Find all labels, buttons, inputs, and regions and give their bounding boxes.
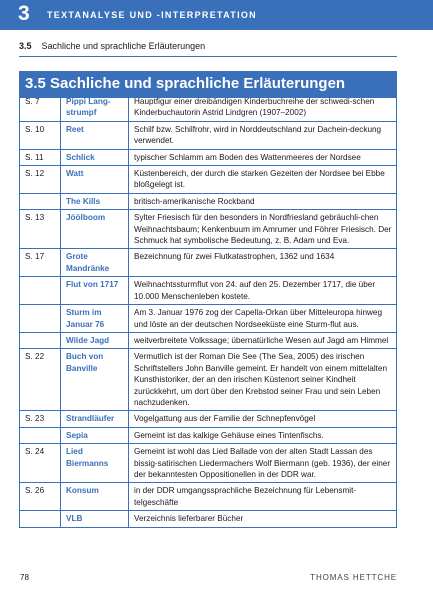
table-row [20,121,397,149]
page-cell: S. 7 [20,94,61,122]
page-cell: S. 24 [20,444,61,483]
term-cell: Flut von 1717 [61,277,129,305]
table-row [20,305,397,333]
table-row [20,249,397,277]
table-row [20,427,397,443]
table-row [20,483,397,511]
term-cell: Strandläufer [61,411,129,427]
chapter-header-bar [0,0,433,30]
table-row [20,149,397,165]
table-row [20,332,397,348]
term-cell: Buch von Banville [61,349,129,411]
term-cell: The Kills [61,193,129,209]
page-cell [20,277,61,305]
term-cell: Grote Mandränke [61,249,129,277]
section-number: 3.5 [19,41,32,51]
description-cell: typischer Schlamm am Boden des Wattenmeeres der Nordsee [129,149,397,165]
page-cell: S. 10 [20,121,61,149]
table-row [20,411,397,427]
description-cell: Küstenbereich, der durch die starken Gezeiten der Nordsee bei Ebbe bloßgelegt ist. [129,166,397,194]
section-title: Sachliche und sprachliche Erläuterungen [41,41,206,51]
table-row [20,210,397,249]
term-cell: Konsum [61,483,129,511]
description-cell: Hauptfigur einer dreibändigen Kinderbuchreihe der schwedi-schen Kinderbuchautorin Astrid Lindgren (1907–2002) [129,94,397,122]
description-cell: Weihnachtssturmflut von 24. auf den 25. Dezember 1717, die über 10.000 Menschenleben kostete. [129,277,397,305]
chapter-section-title: TEXTANALYSE UND -INTERPRETATION [47,10,257,20]
page-cell [20,511,61,527]
glossary-table [19,93,397,528]
term-cell: Sturm im Januar 76 [61,305,129,333]
description-cell: in der DDR umgangssprachliche Bezeichnung für Lebensmit-telgeschäfte [129,483,397,511]
page-cell: S. 22 [20,349,61,411]
page-number: 78 [20,573,29,582]
page-cell [20,305,61,333]
description-cell: Gemeint ist das kalkige Gehäuse eines Tintenfischs. [129,427,397,443]
table-row [20,444,397,483]
term-cell: Jöölboom [61,210,129,249]
page-cell: S. 11 [20,149,61,165]
term-cell: Schlick [61,149,129,165]
table-row [20,193,397,209]
page-cell: S. 23 [20,411,61,427]
term-cell: Sepia [61,427,129,443]
divider [19,56,397,57]
chapter-number: 3 [18,2,30,25]
description-cell: britisch-amerikanische Rockband [129,193,397,209]
page-cell: S. 13 [20,210,61,249]
description-cell: Schilf bzw. Schilfrohr, wird in Norddeutschland zur Dachein-deckung verwendet. [129,121,397,149]
author-name: THOMAS HETTCHE [310,573,397,582]
table-row [20,94,397,122]
page-cell: S. 12 [20,166,61,194]
description-cell: Verzeichnis lieferbarer Bücher [129,511,397,527]
description-cell: Vogelgattung aus der Familie der Schnepfenvögel [129,411,397,427]
table-row [20,277,397,305]
term-cell: Watt [61,166,129,194]
description-cell: weitverbreitete Volkssage; übernatürliche Wesen auf Jagd am Himmel [129,332,397,348]
section-subheader [19,41,205,51]
page-cell [20,332,61,348]
term-cell: Lied Biermanns [61,444,129,483]
banner-title: 3.5 Sachliche und sprachliche Erläuterungen [25,75,346,92]
description-cell: Am 3. Januar 1976 zog der Capella-Orkan über Mitteleuropa hinweg und löste an der deutschen Nordseeküste eine Sturm-flut aus. [129,305,397,333]
table-row [20,349,397,411]
description-cell: Gemeint ist wohl das Lied Ballade von der alten Stadt Lassan des bissig-satirischen Liedermachers Wolf Biermann (geb. 1936), der einer der bekanntesten Oppositionellen in der DDR war. [129,444,397,483]
term-cell: Pippi Lang-strumpf [61,94,129,122]
term-cell: VLB [61,511,129,527]
description-cell: Sylter Friesisch für den besonders in Nordfriesland gebräuchli-chen Weihnachtsbaum; Kenkenbuum im Amrumer und Föhrer Friesisch. Der Schmuck hat symbolische Bedeutung, z. B. Adam und Eva. [129,210,397,249]
page-cell [20,193,61,209]
table-row [20,166,397,194]
term-cell: Wilde Jagd [61,332,129,348]
description-cell: Bezeichnung für zwei Flutkatastrophen, 1362 und 1634 [129,249,397,277]
page-cell: S. 26 [20,483,61,511]
description-cell: Vermutlich ist der Roman Die See (The Sea, 2005) des irischen Schriftstellers John Banville gemeint. Er handelt von einem mittelalten Kunsthistoriker, der an den irischen Küstenort seiner Kindheit zurückkehrt, um dort über den Krebstod seiner Frau und sein Leben nachzudenken. [129,349,397,411]
page-cell [20,427,61,443]
term-cell: Reet [61,121,129,149]
page-cell: S. 17 [20,249,61,277]
table-row [20,511,397,527]
